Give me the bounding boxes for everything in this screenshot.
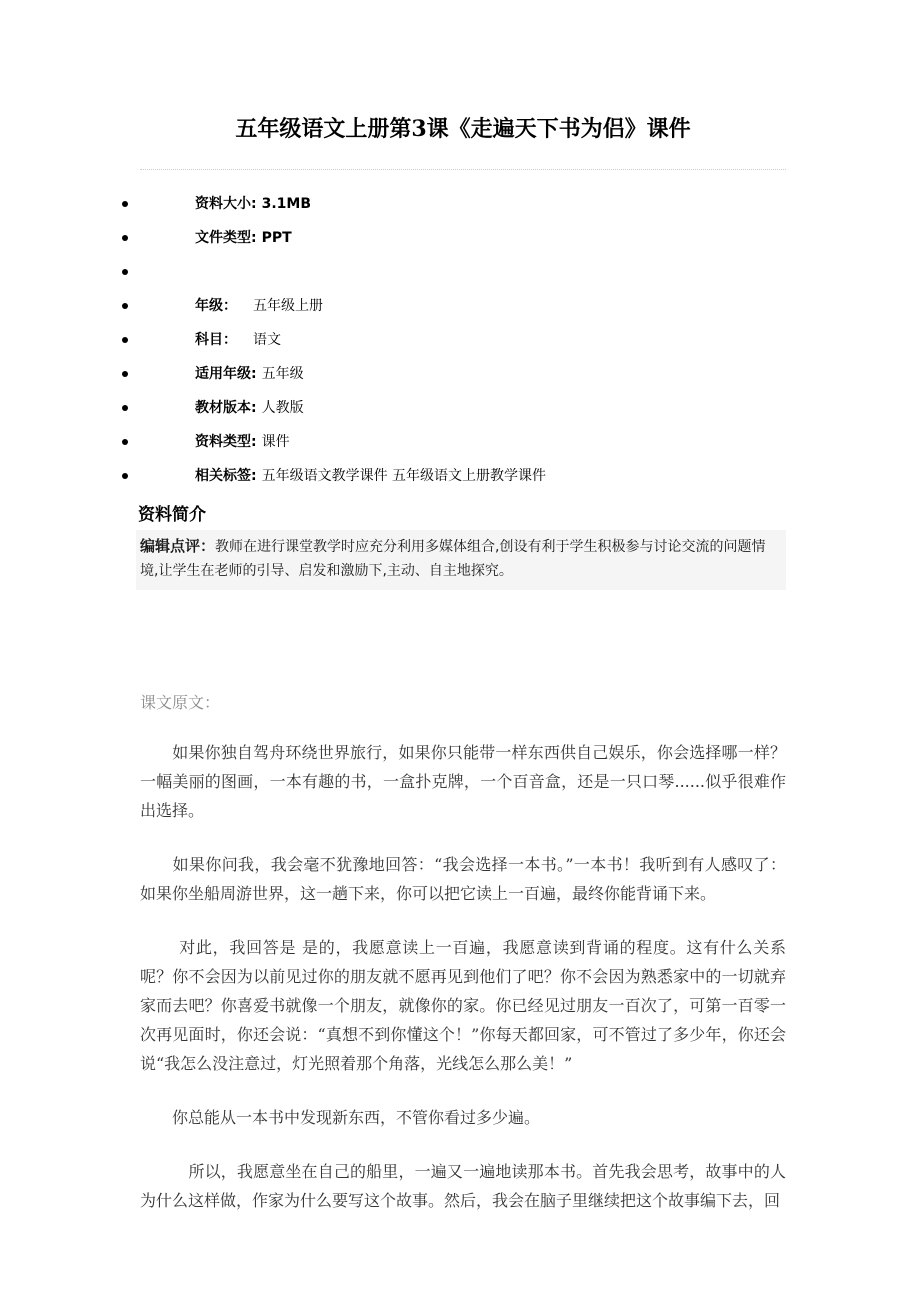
section-label-original-text: 课文原文： [140,693,221,712]
meta-item-filetype [122,228,786,248]
meta-item-grade [122,296,786,316]
section-heading-intro: 资料简介 [138,505,206,525]
body-paragraph-4: 你总能从一本书中发现新东西，不管你看过多少遍。 [140,1108,541,1127]
page-title: 五年级语文上册第3课《走遍天下书为侣》课件 [235,116,691,142]
meta-label: 资料大小: [195,196,257,212]
meta-label: 相关标签: [195,468,257,484]
meta-value: 五年级上册 [253,298,323,314]
meta-value: 五年级语文教学课件 五年级语文上册教学课件 [261,468,547,484]
editor-comment-text: 教师在进行课堂教学时应充分利用多媒体组合,创设有利于学生积极参与讨论交流的问题情境,让学生在老师的引导、启发和激励下,主动、自主地探究。 [140,539,766,579]
meta-value: 语文 [253,332,281,348]
meta-item-filesize [122,194,786,214]
meta-list [122,194,786,486]
meta-value: PPT [261,230,292,246]
meta-label: 科目： [195,332,237,348]
meta-value: 人教版 [261,400,304,416]
meta-item-empty [122,262,786,282]
body-paragraph-3: 对此，我回答是 是的，我愿意读上一百遍，我愿意读到背诵的程度。这有什么关系呢？你不会因为以前见过你的朋友就不愿再见到他们了吧？你不会因为熟悉家中的一切就弃家而去吧？你喜爱书就像一个朋友，就像你的家。你已经见过朋友一百次了，可第一百零一次再见面时，你还会说：“真想不到你懂这个！”你每天都回家，可不管过了多少年，你还会说“我怎么没注意过，灯光照着那个角落，光线怎么那么美！” [140,938,786,1073]
meta-label: 适用年级: [195,366,257,382]
meta-item-related-tags [122,466,786,486]
meta-item-material-type [122,432,786,452]
body-paragraph-1: 如果你独自驾舟环绕世界旅行，如果你只能带一样东西供自己娱乐，你会选择哪一样？一幅美丽的图画，一本有趣的书，一盒扑克牌，一个百音盒，还是一只口琴......似乎很难作出选择。 [140,743,786,820]
body-paragraph-5: 所以，我愿意坐在自己的船里，一遍又一遍地读那本书。首先我会思考，故事中的人为什么这样做，作家为什么要写这个故事。然后，我会在脑子里继续把这个故事编下去，回 [140,1162,786,1210]
meta-label: 教材版本: [195,400,257,416]
meta-item-subject [122,330,786,350]
meta-value: 五年级 [261,366,304,382]
title-divider [140,169,786,170]
editor-comment-label: 编辑点评： [140,537,216,555]
meta-value: 课件 [261,434,290,450]
meta-value: 3.1MB [261,196,312,212]
editor-comment-box [136,530,786,590]
meta-item-applicable-grade [122,364,786,384]
meta-item-textbook-edition [122,398,786,418]
body-paragraph-2: 如果你问我，我会毫不犹豫地回答：“我会选择一本书。”一本书！我听到有人感叹了：如果你坐船周游世界，这一趟下来，你可以把它读上一百遍，最终你能背诵下来。 [140,855,786,903]
meta-label: 文件类型: [195,230,257,246]
meta-label: 资料类型: [195,434,257,450]
meta-label: 年级： [195,298,237,314]
